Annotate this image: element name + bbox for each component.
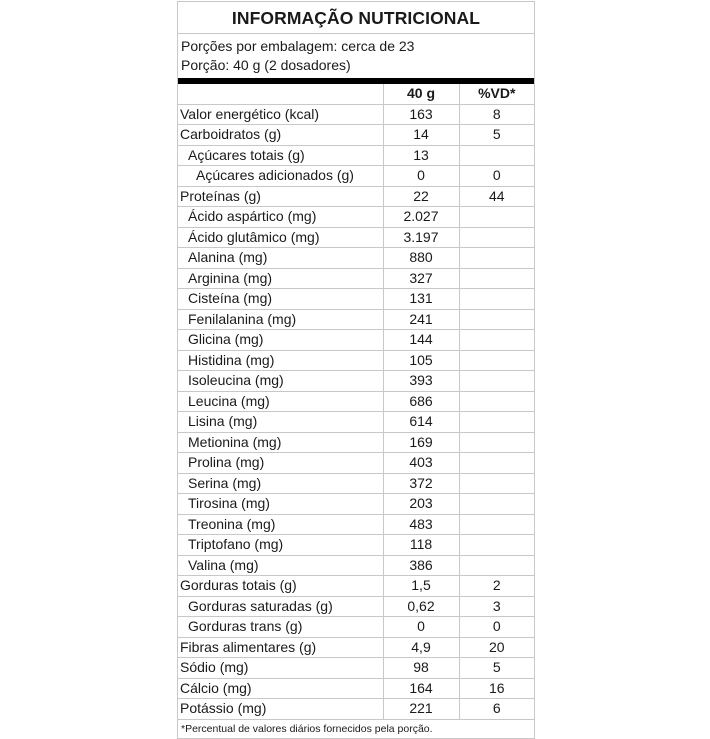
serving-info bbox=[178, 34, 534, 78]
nutrient-daily-value bbox=[459, 309, 534, 330]
nutrient-amount: 241 bbox=[383, 309, 459, 330]
nutrient-amount: 4,9 bbox=[383, 637, 459, 658]
nutrient-name: Leucina (mg) bbox=[178, 391, 383, 412]
nutrient-amount: 13 bbox=[383, 145, 459, 166]
nutrient-daily-value: 0 bbox=[459, 166, 534, 187]
table-row bbox=[178, 453, 534, 474]
table-row bbox=[178, 535, 534, 556]
nutrient-amount: 0 bbox=[383, 617, 459, 638]
nutrient-amount: 386 bbox=[383, 555, 459, 576]
table-row bbox=[178, 207, 534, 228]
nutrition-table bbox=[178, 84, 534, 719]
nutrient-name: Cálcio (mg) bbox=[178, 678, 383, 699]
servings-per-package: Porções por embalagem: cerca de 23 bbox=[181, 38, 415, 54]
nutrient-name: Açúcares totais (g) bbox=[178, 145, 383, 166]
nutrient-name: Potássio (mg) bbox=[178, 699, 383, 719]
table-row bbox=[178, 104, 534, 125]
header-amount: 40 g bbox=[383, 84, 459, 104]
footnote: *Percentual de valores diários fornecidos pela porção. bbox=[178, 719, 534, 738]
table-row bbox=[178, 227, 534, 248]
nutrient-amount: 221 bbox=[383, 699, 459, 719]
nutrient-amount: 614 bbox=[383, 412, 459, 433]
nutrient-daily-value bbox=[459, 268, 534, 289]
header-daily-value: %VD* bbox=[459, 84, 534, 104]
nutrient-name: Lisina (mg) bbox=[178, 412, 383, 433]
nutrient-daily-value bbox=[459, 207, 534, 228]
nutrient-amount: 880 bbox=[383, 248, 459, 269]
nutrient-amount: 22 bbox=[383, 186, 459, 207]
nutrient-amount: 131 bbox=[383, 289, 459, 310]
nutrient-name: Arginina (mg) bbox=[178, 268, 383, 289]
nutrient-amount: 686 bbox=[383, 391, 459, 412]
nutrient-amount: 164 bbox=[383, 678, 459, 699]
nutrient-name: Treonina (mg) bbox=[178, 514, 383, 535]
table-row bbox=[178, 330, 534, 351]
nutrient-name: Histidina (mg) bbox=[178, 350, 383, 371]
table-row bbox=[178, 412, 534, 433]
nutrient-name: Isoleucina (mg) bbox=[178, 371, 383, 392]
nutrient-name: Triptofano (mg) bbox=[178, 535, 383, 556]
nutrient-daily-value: 20 bbox=[459, 637, 534, 658]
nutrient-daily-value: 6 bbox=[459, 699, 534, 719]
nutrient-amount: 483 bbox=[383, 514, 459, 535]
nutrient-amount: 327 bbox=[383, 268, 459, 289]
nutrient-daily-value bbox=[459, 412, 534, 433]
table-row bbox=[178, 309, 534, 330]
nutrient-amount: 169 bbox=[383, 432, 459, 453]
table-row bbox=[178, 658, 534, 679]
nutrient-amount: 105 bbox=[383, 350, 459, 371]
nutrient-amount: 3.197 bbox=[383, 227, 459, 248]
nutrient-daily-value bbox=[459, 494, 534, 515]
nutrient-name: Cisteína (mg) bbox=[178, 289, 383, 310]
nutrient-daily-value: 2 bbox=[459, 576, 534, 597]
nutrient-amount: 144 bbox=[383, 330, 459, 351]
nutrient-amount: 0,62 bbox=[383, 596, 459, 617]
nutrient-daily-value: 0 bbox=[459, 617, 534, 638]
nutrient-daily-value bbox=[459, 145, 534, 166]
nutrient-name: Glicina (mg) bbox=[178, 330, 383, 351]
serving-size: Porção: 40 g (2 dosadores) bbox=[181, 57, 351, 73]
nutrient-daily-value bbox=[459, 330, 534, 351]
nutrient-amount: 0 bbox=[383, 166, 459, 187]
nutrient-name: Valor energético (kcal) bbox=[178, 104, 383, 125]
table-row bbox=[178, 186, 534, 207]
nutrient-daily-value bbox=[459, 535, 534, 556]
nutrient-daily-value bbox=[459, 371, 534, 392]
nutrient-name: Gorduras trans (g) bbox=[178, 617, 383, 638]
nutrient-daily-value bbox=[459, 453, 534, 474]
nutrient-daily-value bbox=[459, 289, 534, 310]
table-row bbox=[178, 391, 534, 412]
nutrient-name: Fenilalanina (mg) bbox=[178, 309, 383, 330]
table-row bbox=[178, 125, 534, 146]
nutrient-amount: 372 bbox=[383, 473, 459, 494]
nutrient-name: Gorduras totais (g) bbox=[178, 576, 383, 597]
label-title: INFORMAÇÃO NUTRICIONAL bbox=[178, 2, 534, 34]
table-row bbox=[178, 699, 534, 719]
table-row bbox=[178, 268, 534, 289]
nutrient-name: Serina (mg) bbox=[178, 473, 383, 494]
nutrition-facts-label bbox=[177, 1, 535, 739]
table-row bbox=[178, 473, 534, 494]
table-row bbox=[178, 350, 534, 371]
nutrient-daily-value bbox=[459, 555, 534, 576]
table-row bbox=[178, 289, 534, 310]
nutrient-amount: 98 bbox=[383, 658, 459, 679]
nutrient-amount: 403 bbox=[383, 453, 459, 474]
nutrient-daily-value bbox=[459, 514, 534, 535]
nutrient-name: Alanina (mg) bbox=[178, 248, 383, 269]
nutrient-name: Sódio (mg) bbox=[178, 658, 383, 679]
table-row bbox=[178, 678, 534, 699]
nutrient-name: Ácido aspártico (mg) bbox=[178, 207, 383, 228]
nutrient-amount: 118 bbox=[383, 535, 459, 556]
table-row bbox=[178, 494, 534, 515]
table-row bbox=[178, 617, 534, 638]
table-row bbox=[178, 514, 534, 535]
nutrient-name: Gorduras saturadas (g) bbox=[178, 596, 383, 617]
table-row bbox=[178, 145, 534, 166]
nutrient-daily-value bbox=[459, 248, 534, 269]
nutrient-amount: 1,5 bbox=[383, 576, 459, 597]
table-row bbox=[178, 248, 534, 269]
nutrient-daily-value: 5 bbox=[459, 125, 534, 146]
nutrient-daily-value: 5 bbox=[459, 658, 534, 679]
nutrient-amount: 163 bbox=[383, 104, 459, 125]
nutrient-daily-value bbox=[459, 473, 534, 494]
nutrient-daily-value bbox=[459, 350, 534, 371]
table-row bbox=[178, 555, 534, 576]
nutrient-name: Fibras alimentares (g) bbox=[178, 637, 383, 658]
nutrient-name: Açúcares adicionados (g) bbox=[178, 166, 383, 187]
nutrient-name: Tirosina (mg) bbox=[178, 494, 383, 515]
nutrient-amount: 14 bbox=[383, 125, 459, 146]
header-nutrient bbox=[178, 84, 383, 104]
nutrient-daily-value: 16 bbox=[459, 678, 534, 699]
nutrient-amount: 2.027 bbox=[383, 207, 459, 228]
nutrient-name: Prolina (mg) bbox=[178, 453, 383, 474]
nutrient-amount: 393 bbox=[383, 371, 459, 392]
table-row bbox=[178, 596, 534, 617]
table-row bbox=[178, 166, 534, 187]
nutrient-amount: 203 bbox=[383, 494, 459, 515]
nutrient-daily-value bbox=[459, 227, 534, 248]
nutrient-name: Proteínas (g) bbox=[178, 186, 383, 207]
nutrient-name: Metionina (mg) bbox=[178, 432, 383, 453]
nutrient-name: Valina (mg) bbox=[178, 555, 383, 576]
nutrient-name: Ácido glutâmico (mg) bbox=[178, 227, 383, 248]
nutrient-daily-value: 8 bbox=[459, 104, 534, 125]
table-row bbox=[178, 432, 534, 453]
nutrient-daily-value: 3 bbox=[459, 596, 534, 617]
nutrient-name: Carboidratos (g) bbox=[178, 125, 383, 146]
table-row bbox=[178, 637, 534, 658]
nutrient-daily-value bbox=[459, 432, 534, 453]
table-row bbox=[178, 576, 534, 597]
table-row bbox=[178, 371, 534, 392]
nutrient-daily-value: 44 bbox=[459, 186, 534, 207]
nutrient-daily-value bbox=[459, 391, 534, 412]
table-header-row bbox=[178, 84, 534, 104]
